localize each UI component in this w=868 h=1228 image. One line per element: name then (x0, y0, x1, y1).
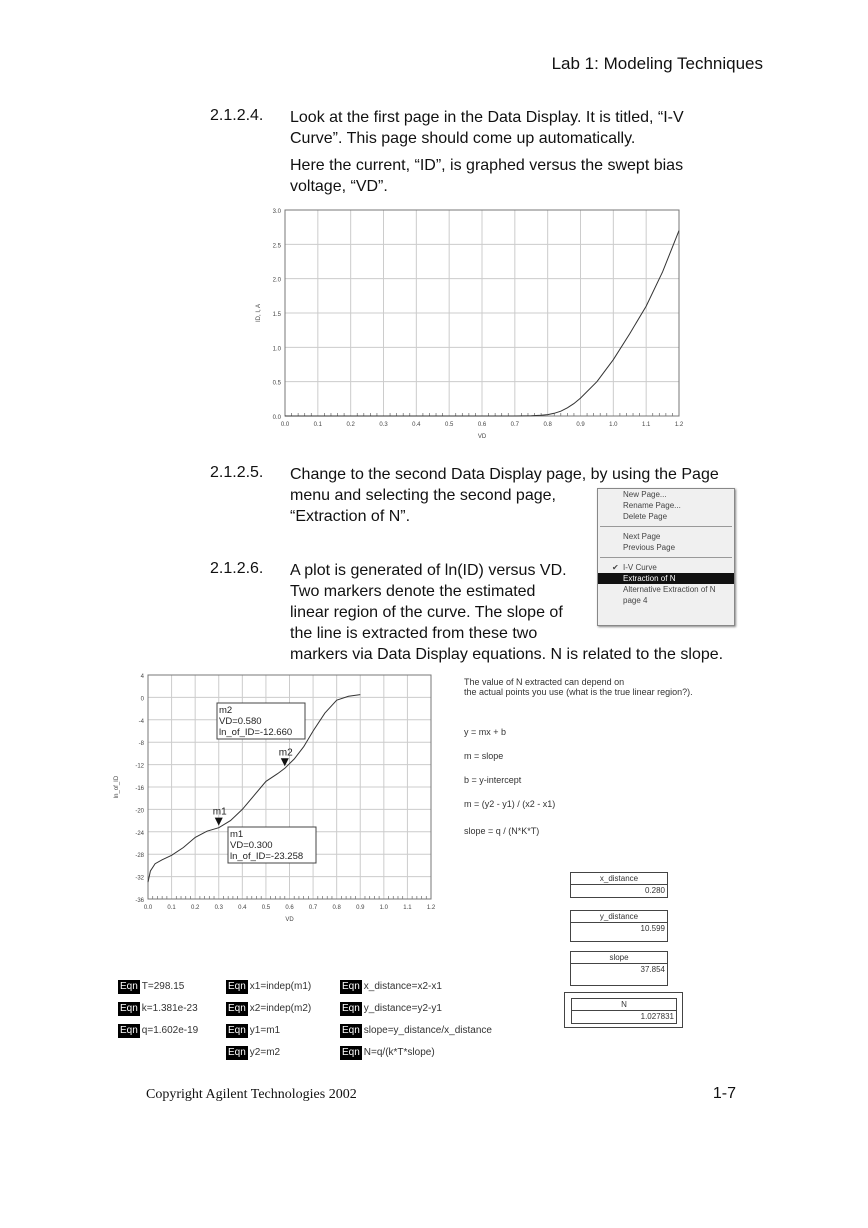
x-tick-label: 0.6 (285, 905, 294, 911)
equation-text: q=1.602e-19 (141, 1025, 199, 1036)
note-text (464, 677, 693, 697)
eqn-tag: Eqn (120, 981, 138, 992)
menu-item-page-4[interactable]: page 4 (623, 596, 648, 605)
marker-m2-tag: m2 (278, 747, 293, 759)
equation-text: T=298.15 (141, 981, 185, 992)
step-text (290, 560, 590, 644)
y-axis-label: ID, I, A (256, 303, 262, 323)
y-tick-label: -36 (135, 898, 144, 904)
marker-readout-line: m2 (219, 705, 233, 716)
menu-item-next-page[interactable]: Next Page (623, 532, 661, 541)
equation (226, 980, 311, 1002)
menu-item-new-page[interactable]: New Page... (623, 490, 667, 499)
x-tick-label: 0.6 (477, 422, 487, 428)
x-tick-label: 0.4 (238, 905, 247, 911)
equation (118, 1024, 198, 1046)
page-menu[interactable] (597, 488, 735, 626)
page-header: Lab 1: Modeling Techniques (551, 54, 763, 73)
formula-line: m = slope (464, 751, 504, 761)
text-line: Here the current, “ID”, is graphed versus the swept bias (290, 157, 684, 174)
equation (226, 1002, 311, 1024)
slope-formulas (464, 726, 555, 822)
text-line: voltage, “VD”. (290, 178, 388, 195)
text-line: Look at the first page in the Data Display. It is titled, “I-V (290, 109, 684, 126)
menu-item-previous-page[interactable]: Previous Page (623, 543, 676, 552)
formula-line: m = (y2 - y1) / (x2 - x1) (464, 799, 556, 809)
x-tick-label: 0.7 (510, 422, 520, 428)
box-value: 10.599 (640, 924, 665, 933)
eqn-tag: Eqn (342, 1047, 360, 1058)
equation-text: y_distance=y2-y1 (363, 1003, 442, 1014)
eqn-tag: Eqn (120, 1025, 138, 1036)
x-tick-label: 0.1 (167, 905, 176, 911)
y-tick-label: -20 (135, 808, 144, 815)
equation (118, 1002, 198, 1024)
marker-readout-line: ln_of_ID=-23.258 (230, 851, 304, 862)
y-tick-label: 4 (140, 674, 144, 680)
x-tick-label: 0.2 (190, 905, 200, 911)
equation-text: slope=y_distance/x_distance (363, 1025, 492, 1036)
eqn-tag: Eqn (228, 1047, 246, 1058)
equation-text: y2=m2 (249, 1047, 281, 1058)
y-tick-label: 0.5 (272, 380, 281, 387)
x-tick-label: 1.1 (641, 422, 651, 428)
box-label: slope (571, 952, 667, 964)
step-number: 2.1.2.6. (210, 560, 264, 577)
menu-separator (600, 526, 732, 527)
menu-item-rename-page[interactable]: Rename Page... (623, 501, 681, 510)
y-tick-label: 2.0 (272, 277, 281, 284)
x-tick-label: 0.1 (313, 422, 323, 428)
equations-col-3 (340, 980, 492, 1068)
y-tick-label: -32 (135, 875, 144, 882)
box-value: 37.854 (640, 965, 665, 974)
menu-item-extraction-of-n[interactable]: Extraction of N (598, 573, 734, 584)
text-line: “Extraction of N”. (290, 508, 411, 525)
y-tick-label: 1.5 (272, 312, 281, 318)
y-tick-label: -12 (135, 763, 144, 770)
y-tick-label: -16 (135, 786, 144, 792)
y-tick-label: 0 (140, 696, 144, 703)
eqn-tag: Eqn (228, 1003, 246, 1014)
box-label: y_distance (571, 911, 667, 923)
slope-box (570, 951, 668, 986)
marker-readout-line: VD=0.580 (219, 716, 262, 727)
equation-text: x2=indep(m2) (249, 1003, 312, 1014)
equation-text: k=1.381e-23 (141, 1003, 198, 1014)
menu-item-alternative-extraction[interactable]: Alternative Extraction of N (623, 585, 716, 594)
y-tick-label: 2.5 (272, 243, 281, 250)
n-box (571, 998, 677, 1024)
text-line: Change to the second Data Display page, by using the Page (290, 466, 719, 483)
equations-col-1 (118, 980, 198, 1046)
menu-item-iv-curve[interactable]: ✔ I-V Curve (598, 562, 734, 573)
x-axis-label: VD (477, 434, 487, 440)
page-number: 1-7 (712, 1085, 736, 1102)
y-tick-label: -4 (138, 718, 144, 725)
x-tick-label: 0.0 (280, 422, 290, 428)
equation (340, 980, 492, 1002)
equation (226, 1046, 311, 1068)
y-tick-label: -28 (135, 853, 144, 860)
equation-text: x1=indep(m1) (249, 981, 312, 992)
x-tick-label: 1.0 (379, 905, 389, 911)
equation (340, 1046, 492, 1068)
eqn-tag: Eqn (342, 1003, 360, 1014)
equation (118, 980, 198, 1002)
copyright: Copyright Agilent Technologies 2002 (146, 1087, 357, 1102)
box-value: 1.027831 (640, 1012, 674, 1021)
x-tick-label: 0.3 (214, 905, 223, 911)
note-line: the actual points you use (what is the true linear region?). (464, 687, 693, 697)
text-line: menu and selecting the second page, (290, 487, 556, 504)
x-tick-label: 0.5 (444, 422, 454, 428)
y-tick-label: 3.0 (272, 209, 281, 215)
equation-text: y1=m1 (249, 1025, 281, 1036)
text-line: Two markers denote the estimated (290, 583, 536, 600)
marker-readout-line: m1 (230, 829, 244, 840)
formula-line: y = mx + b (464, 727, 507, 737)
ln-id-chart (108, 665, 448, 935)
text-line: the line is extracted from these two (290, 625, 538, 642)
x-distance-box (570, 872, 668, 898)
eqn-tag: Eqn (228, 1025, 246, 1036)
box-value: 0.280 (644, 886, 665, 895)
menu-item-delete-page[interactable]: Delete Page (623, 512, 668, 521)
equation (340, 1024, 492, 1046)
menu-separator (600, 557, 732, 558)
text-line: Curve”. This page should come up automatically. (290, 130, 636, 147)
eqn-tag: Eqn (228, 981, 246, 992)
step-text (290, 155, 760, 197)
equation (226, 1024, 311, 1046)
y-tick-label: 1.0 (272, 346, 281, 353)
x-tick-label: 0.9 (576, 422, 585, 428)
x-tick-label: 1.2 (674, 422, 684, 428)
y-tick-label: 0.0 (272, 415, 281, 421)
x-axis-label: VD (285, 917, 294, 923)
x-tick-label: 1.1 (403, 905, 412, 911)
box-label: N (572, 999, 676, 1011)
box-label: x_distance (571, 873, 667, 885)
x-tick-label: 0.2 (346, 422, 355, 428)
n-box-frame (564, 992, 683, 1028)
eqn-tag: Eqn (120, 1003, 138, 1014)
iv-curve-chart (250, 200, 700, 450)
eqn-tag: Eqn (342, 981, 360, 992)
equation-text: x_distance=x2-x1 (363, 981, 442, 992)
marker-readout-line: ln_of_ID=-12.660 (219, 727, 293, 738)
x-tick-label: 0.0 (143, 905, 153, 911)
formula-line: b = y-intercept (464, 775, 522, 785)
x-tick-label: 0.8 (543, 422, 552, 428)
y-distance-box (570, 910, 668, 942)
x-tick-label: 0.3 (379, 422, 388, 428)
text-line: linear region of the curve. The slope of (290, 604, 563, 621)
y-axis-label: ln_of_ID (114, 775, 120, 799)
equations-col-2 (226, 980, 311, 1068)
marker-m1-tag: m1 (212, 806, 227, 818)
x-tick-label: 0.7 (308, 905, 318, 911)
text-line: A plot is generated of ln(ID) versus VD. (290, 562, 567, 579)
y-tick-label: -8 (138, 741, 144, 748)
step-text (290, 107, 760, 149)
eqn-tag: Eqn (342, 1025, 360, 1036)
x-tick-label: 0.9 (356, 905, 365, 911)
text-line: markers via Data Display equations. N is related to the slope. (290, 646, 724, 663)
x-tick-label: 0.8 (332, 905, 341, 911)
x-tick-label: 1.2 (426, 905, 436, 911)
equation (340, 1002, 492, 1024)
x-tick-label: 0.5 (261, 905, 271, 911)
marker-readout-line: VD=0.300 (230, 840, 273, 851)
x-tick-label: 0.4 (412, 422, 421, 428)
formula-line: slope = q / (N*K*T) (464, 826, 540, 836)
step-number: 2.1.2.5. (210, 464, 264, 481)
note-line: The value of N extracted can depend on (464, 677, 625, 687)
x-tick-label: 1.0 (609, 422, 618, 428)
step-number: 2.1.2.4. (210, 107, 264, 124)
equation-text: N=q/(k*T*slope) (363, 1047, 435, 1058)
marker-m1-triangle (215, 818, 223, 826)
y-tick-label: -24 (135, 830, 144, 837)
